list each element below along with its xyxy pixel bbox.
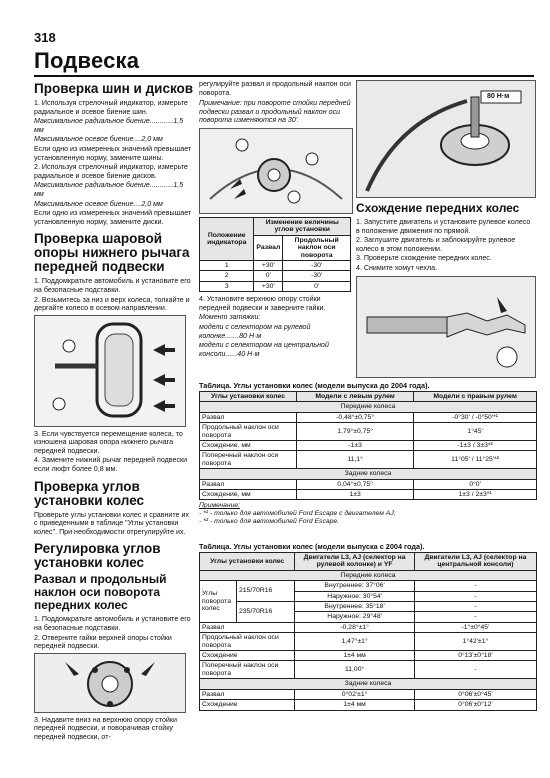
alignment-table-pre-2004 <box>199 391 537 500</box>
table-cell: 1°45' <box>414 423 537 441</box>
tires-step-2: 2. Используя стрелочный индикатор, измерьте радиальное и осевое биение дисков. <box>34 163 188 180</box>
table-cell: 1 <box>200 261 254 271</box>
table-cell: 1±4 мм <box>295 700 415 710</box>
table2-header-rhd: Модели с правым рулем <box>414 392 537 402</box>
adjust-continued-text: регулируйте развал и продольный наклон оси поворота. <box>199 80 352 97</box>
table-cell: -1°±0°45' <box>414 622 536 632</box>
table-cell: -0,28°±1° <box>295 622 415 632</box>
table2-section-front: Передние колеса <box>200 402 537 412</box>
table3-section-rear: Задние колеса <box>200 679 537 689</box>
chapter-title: Подвеска <box>34 48 140 73</box>
table-cell: +30' <box>254 261 283 271</box>
table-cell: 11,1° <box>297 451 414 469</box>
strut-torque-figure <box>356 80 536 198</box>
adjust-step-2: 2. Отверните гайки верхней опоры стойки передней подвески. <box>34 633 172 651</box>
table-cell: 0°13'±0°18' <box>414 651 536 661</box>
table2-note-2: - *² - только для автомобилей Ford Escape. <box>199 518 340 526</box>
table-cell: 1,79°±0,75° <box>297 423 414 441</box>
ball-joint-step-4: 4. Замените нижний рычаг передней подвески если люфт более 0,8 мм. <box>34 456 188 474</box>
table-cell: Схождение <box>200 651 295 661</box>
page-number: 318 <box>34 30 56 45</box>
torque-label: 80 Н·м <box>487 93 510 100</box>
ball-joint-figure <box>34 315 186 427</box>
table-cell: - <box>414 581 536 591</box>
alignment-adjust-section-title: Регулировка углов установки колес <box>34 541 161 571</box>
table3-header-column: Двигатели L3, AJ (селектор на рулевой колонке) и YF <box>295 553 415 571</box>
indicator-table-subheader-caster: Продольный наклон оси поворота <box>283 235 351 260</box>
table-cell: - <box>414 612 536 622</box>
table-cell: 2 <box>200 271 254 281</box>
adjust-step-3: 3. Надавите вниз на верхнюю опору стойки передней подвески, и поворачивая стойку передней подвески, от- <box>34 715 177 741</box>
indicator-table-header-change: Изменение величины углов установки <box>254 217 351 235</box>
column-1 <box>34 80 194 743</box>
table-cell: Наружное: 30°54' <box>295 591 415 601</box>
adjust-step-1: 1. Поддомкратьте автомобиль и установите его на безопасные подставки. <box>34 615 191 633</box>
install-mount-step: 4. Установите верхнюю опору стойки передней подвески и заверните гайки. <box>199 295 326 312</box>
tires-spec-2: Максимальное осевое биение....2,0 мм <box>34 135 163 144</box>
table-cell: 3 <box>200 281 254 291</box>
table2-header-param: Углы установки колес <box>200 392 297 402</box>
table-cell: 0°06'±0°12' <box>414 700 536 710</box>
camber-caster-subtitle: Развал и продольный наклон оси поворота передних колес <box>34 572 167 613</box>
table-cell: -1±3 <box>297 441 414 451</box>
table-cell: Развал <box>200 479 297 489</box>
table-cell: -0°30' / -0°50'*¹ <box>414 412 537 422</box>
table-cell: Внутреннее: 35°18' <box>295 602 415 612</box>
table3-tire-size-2: 235/70R16 <box>237 602 295 623</box>
indicator-position-figure <box>199 128 353 214</box>
tires-note-1: Если одно из измеренных значений превышает установленную норму, замените шины. <box>34 144 192 162</box>
table2-section-rear: Задние колеса <box>200 469 537 479</box>
table-cell: 1±4 мм <box>295 651 415 661</box>
table-row <box>200 661 537 679</box>
table-row <box>200 602 537 612</box>
table-row <box>200 651 537 661</box>
indicator-table-subheader-camber: Развал <box>254 235 283 260</box>
table-cell: Схождение, мм <box>200 441 297 451</box>
table-cell: 0,04°±0,75° <box>297 479 414 489</box>
tires-spec-3: Максимальное радиальное биение............1,5 мм <box>34 181 184 198</box>
tie-rod-illustration <box>357 277 535 377</box>
indicator-position-illustration <box>200 129 352 213</box>
ball-joint-section-title: Проверка шаровой опоры нижнего рычага передней подвески <box>34 231 190 275</box>
table-row <box>200 633 537 651</box>
table2-block <box>199 379 537 526</box>
table2-note-title: Примечание: <box>199 502 241 510</box>
toe-step-2: 2. Заглушите двигатель и заблокируйте рулевое колесо в этом положении. <box>356 236 516 253</box>
table-cell: Продольный наклон оси поворота <box>200 633 295 651</box>
table-cell: Развал <box>200 412 297 422</box>
table3-header-console: Двигатели L3, AJ (селектор на центральной консоли) <box>414 553 536 571</box>
table-cell: - <box>414 661 536 679</box>
table-row <box>200 261 351 271</box>
table-row <box>200 271 351 281</box>
table-cell: Внутреннее: 37°06' <box>295 581 415 591</box>
ball-joint-step-3: 3. Если чувствуется перемещение колеса, то изношена шаровая опора нижнего рычага передней подвески. <box>34 429 183 455</box>
table2-note-1: - *¹ - только для автомобилей Ford Escape с двигателем AJ; <box>199 510 396 518</box>
tires-spec-4: Максимальное осевое биение....2,0 мм <box>34 199 163 208</box>
table-cell: Развал <box>200 689 295 699</box>
table-cell: Поперечный наклон оси поворота <box>200 661 295 679</box>
table3-caption: Таблица. Углы установки колес (модели выпуска с 2004 года). <box>199 542 425 551</box>
table-cell: 0' <box>254 271 283 281</box>
table-cell: Схождение <box>200 700 295 710</box>
table3-tire-size-1: 215/70R16 <box>237 581 295 602</box>
table-cell: -30' <box>283 261 351 271</box>
table-row <box>200 423 537 441</box>
table-cell: 11°05' / 11°25'*² <box>414 451 537 469</box>
tires-section-title: Проверка шин и дисков <box>34 81 194 96</box>
table3-section-front: Передние колеса <box>200 570 537 580</box>
ball-joint-illustration <box>35 316 185 426</box>
alignment-table-from-2004 <box>199 552 537 711</box>
table-cell: - <box>414 602 536 612</box>
toe-step-4: 4. Снимите хомут чехла. <box>356 263 438 272</box>
table-row <box>200 700 537 710</box>
header-rule <box>34 75 534 77</box>
table2-caption: Таблица. Углы установки колес (модели выпуска до 2004 года). <box>199 381 430 390</box>
tires-note-2: Если одно из измеренных значений превышает установленную норму, замените диски. <box>34 209 192 226</box>
ball-joint-step-1: 1. Поддомкратьте автомобиль и установите его на безопасные подставки. <box>34 277 191 294</box>
table-row <box>200 689 537 699</box>
table-cell: - <box>414 591 536 601</box>
tires-spec-1: Максимальное радиальное биение............1,5 мм <box>34 117 184 134</box>
table-cell: 0°0' <box>414 479 537 489</box>
indicator-table <box>199 217 351 292</box>
toe-step-1: 1. Запустите двигатель и установите рулевое колесо в положение движения по прямой. <box>356 218 531 235</box>
table-row <box>200 581 537 591</box>
torque-spec-2: модели с селектором на центральной консоли......40 Н·м <box>199 341 329 358</box>
table-row <box>200 451 537 469</box>
table-cell: 0°02'±1° <box>295 689 415 699</box>
table-cell: Продольный наклон оси поворота <box>200 423 297 441</box>
table-row <box>200 622 537 632</box>
table-row <box>200 281 351 291</box>
table-cell: 11,00° <box>295 661 415 679</box>
column-2 <box>199 80 354 359</box>
tires-step-1: 1. Используя стрелочный индикатор, измерьте радиальное и осевое биение шин. <box>34 99 188 116</box>
table-cell: Наружное: 29°48' <box>295 612 415 622</box>
table-cell: -0,48°±0,75° <box>297 412 414 422</box>
table-cell: Развал <box>200 622 295 632</box>
table3-tire-label: Углы поворота колес <box>200 581 237 623</box>
strut-mount-illustration <box>35 654 185 712</box>
table-cell: +30' <box>254 281 283 291</box>
table-cell: 0°06'±0°45' <box>414 689 536 699</box>
tie-rod-figure <box>356 276 536 378</box>
table-cell: Схождение, мм <box>200 490 297 500</box>
alignment-check-text: Проверьте углы установки колес и сравните их с приведенными в таблице "Углы установки колес". При необходимости отрегулируйте их. <box>34 510 189 536</box>
strut-mount-figure <box>34 653 186 713</box>
table-cell: 1°42'±1° <box>414 633 536 651</box>
table-cell: Поперечный наклон оси поворота <box>200 451 297 469</box>
torque-spec-1: модели с селектором на рулевой колонке.......80 Н·м <box>199 323 311 340</box>
table-row <box>200 490 537 500</box>
table-cell: -1±3 / 3±3*² <box>414 441 537 451</box>
indicator-table-header-position: Положение индикатора <box>200 217 254 260</box>
table-cell: 0' <box>283 281 351 291</box>
table3-block <box>199 540 537 711</box>
table-cell: 1±3 <box>297 490 414 500</box>
alignment-check-section-title: Проверка углов установки колес <box>34 478 145 508</box>
toe-step-3: 3. Проверьте схождение передних колес. <box>356 254 492 263</box>
column-3 <box>356 80 536 378</box>
table-row <box>200 479 537 489</box>
table3-header-param: Углы установки колес <box>200 553 295 571</box>
table-row <box>200 412 537 422</box>
torque-title: Момент затяжки: <box>199 313 261 322</box>
table-cell: 1±3 / 2±3*¹ <box>414 490 537 500</box>
table2-header-lhd: Модели с левым рулем <box>297 392 414 402</box>
table-cell: 1,47°±1° <box>295 633 415 651</box>
rotation-note: Примечание: при повороте стойки передней подвески развал и продольный наклон оси поворота изменяются на 30'. <box>199 99 351 125</box>
table-row <box>200 441 537 451</box>
table-cell: -30' <box>283 271 351 281</box>
toe-section-title: Схождение передних колес <box>356 201 520 215</box>
ball-joint-step-2: 2. Возьмитесь за низ и верх колеса, толкайте и дергайте колесо в осевом направлении. <box>34 295 190 313</box>
